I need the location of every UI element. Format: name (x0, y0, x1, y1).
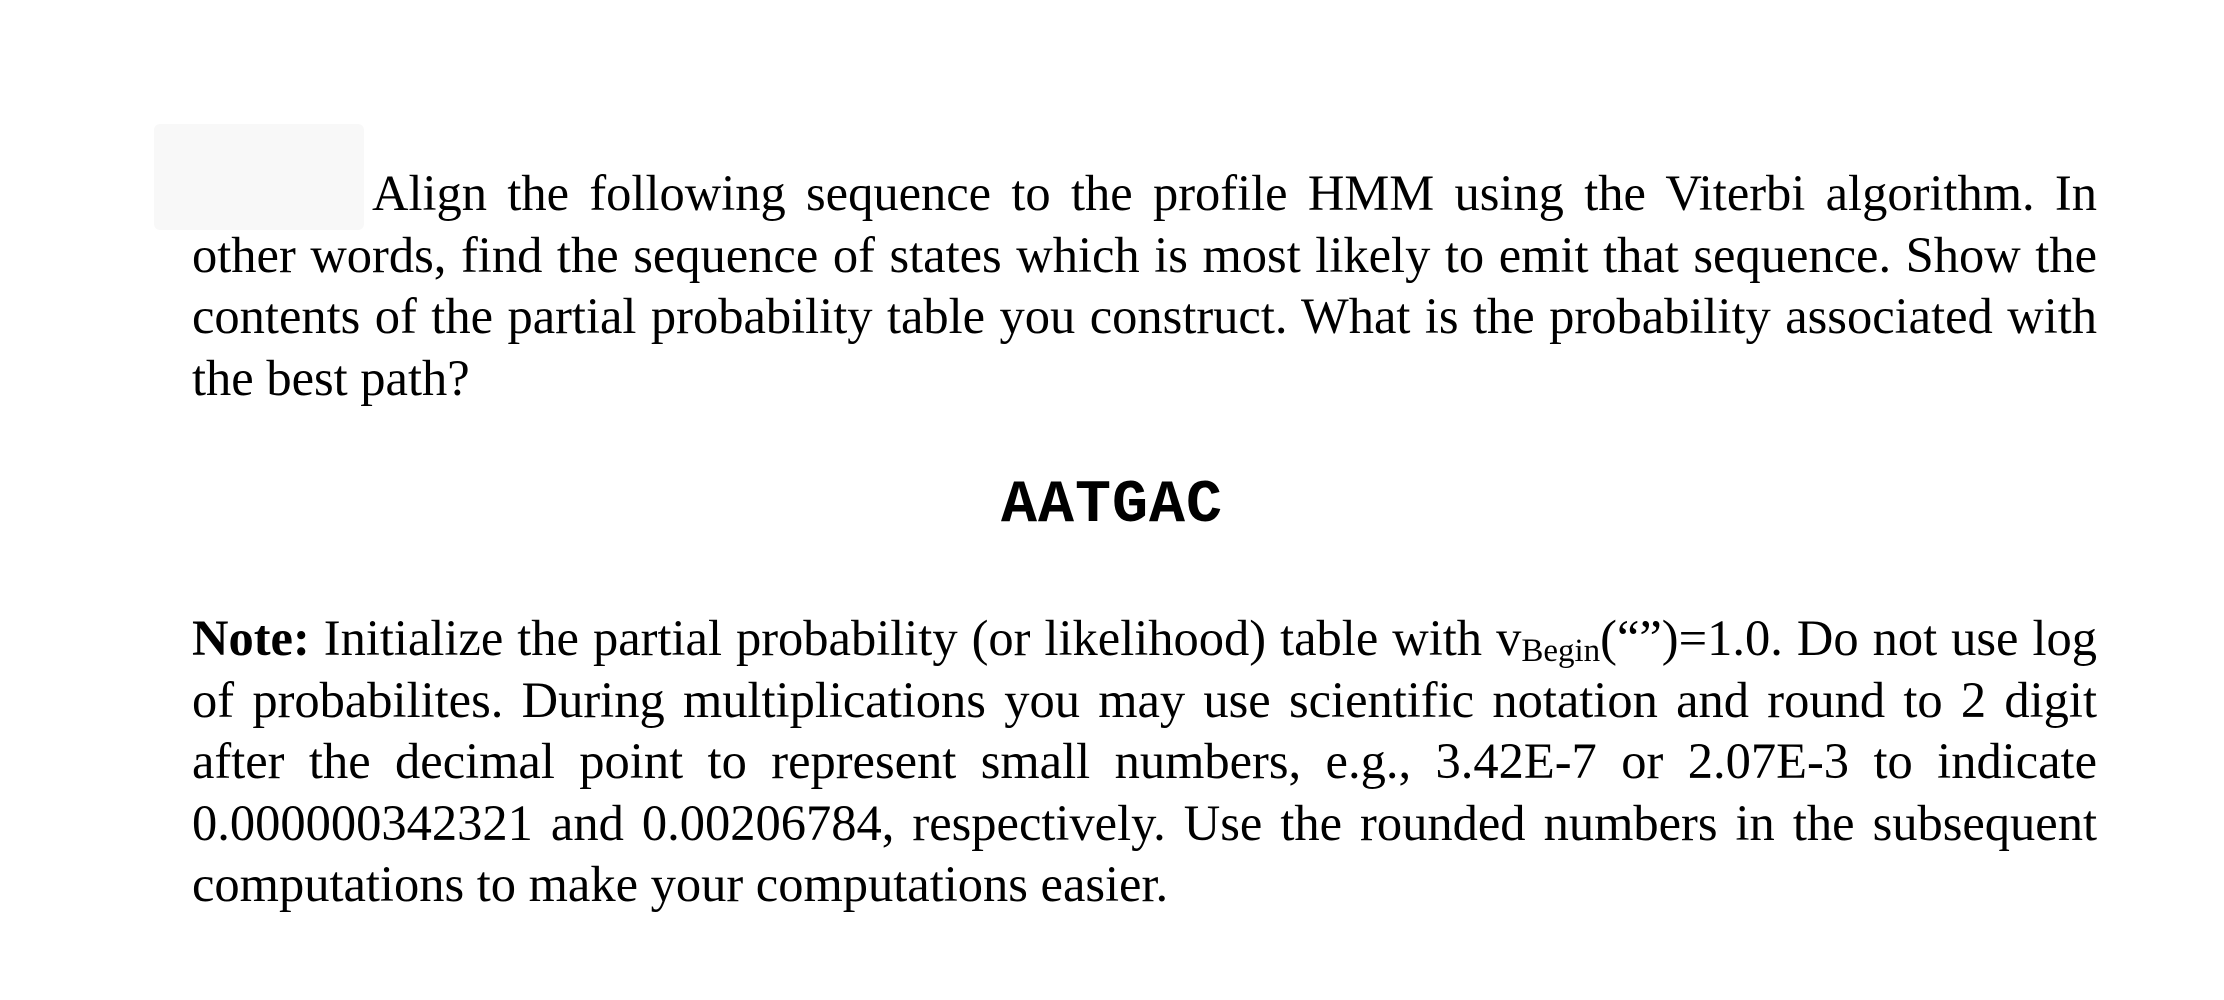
question-text: Align the following sequence to the profile HMM using the Viterbi algorithm. In other words, find the sequence of states which is most likely to emit that sequence. Show the contents of the partial probability table you construct. What is the probability associated with the best path? (192, 165, 2097, 406)
note-paragraph (192, 608, 2097, 916)
question-paragraph (192, 163, 2097, 409)
input-sequence: AATGAC (1000, 472, 1224, 540)
note-subscript: Begin (1521, 633, 1601, 669)
note-label: Note: (192, 610, 310, 666)
note-text-end: (“”)=1.0. Do not use log of probabilites. During multiplications you may use scientific notation and round to 2 digit after the decimal point to represent small numbers, e.g., 3.42E-7 or 2.07E-3 to indicate 0.000000342321 and 0.00206784, respectively. Use the rounded numbers in the subsequent computations to make your computations easier. (192, 610, 2098, 912)
note-text-start: Initialize the partial probability (or likelihood) table with v (309, 610, 1522, 666)
